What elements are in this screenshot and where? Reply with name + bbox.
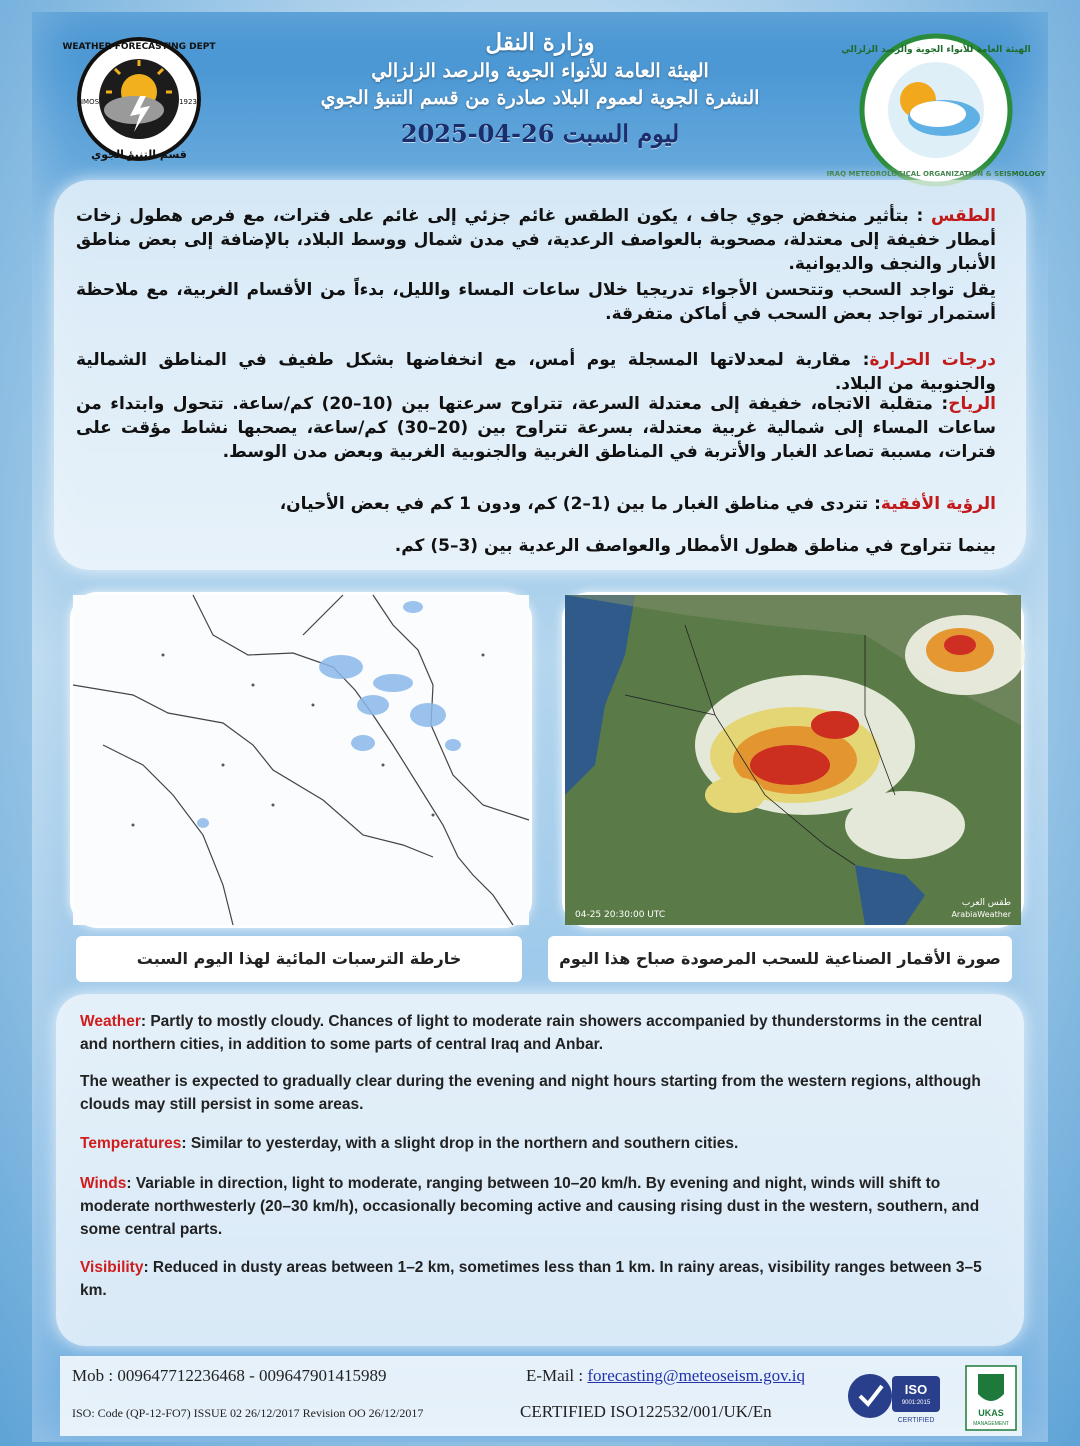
logo-left-bottom-text: قسم التنبؤ الجوي	[91, 148, 187, 161]
bulletin-date: ليوم السبت 26-04-2025	[400, 119, 680, 148]
en-wind-label: Winds	[80, 1175, 127, 1192]
iso-badge-certified: CERTIFIED	[897, 1417, 935, 1424]
en-wind-paragraph	[80, 1172, 1005, 1241]
en-visibility-paragraph	[80, 1256, 1005, 1302]
authority-name: الهيئة العامة للأنواء الجوية والرصد الزلزالي	[371, 60, 709, 82]
en-clearing-paragraph: The weather is expected to gradually clear during the evening and night hours starting from the western regions, although clouds may still persist in some areas.	[80, 1073, 981, 1113]
precipitation-map	[70, 592, 532, 928]
iso-badge-sub: 9001:2015	[901, 1400, 931, 1406]
satellite-timestamp: 04-25 20:30:00 UTC	[575, 910, 666, 920]
ar-visibility-text: : تتردى في مناطق الغبار ما بين (1–2) كم، ودون 1 كم في بعض الأحيان،	[279, 494, 881, 514]
ar-wind-paragraph	[76, 392, 996, 464]
logo-left-imos: IMOS	[80, 98, 100, 106]
ministry-name: وزارة النقل	[485, 29, 595, 56]
en-weather-text: : Partly to mostly cloudy. Chances of light to moderate rain showers accompanied by thunderstorms in the central and northern cities, in addition to some parts of central Iraq and Anbar.	[80, 1013, 983, 1053]
footer-certified: CERTIFIED ISO122532/001/UK/En	[520, 1402, 772, 1421]
ar-visibility-paragraph-2: بينما تتراوح في مناطق هطول الأمطار والعواصف الرعدية بين (3–5) كم.	[394, 536, 996, 556]
iraq-meteorological-organization-logo	[826, 30, 1046, 190]
footer-mobile: Mob : 009647712236468 - 009647901415989	[72, 1366, 387, 1385]
ar-wind-label: الرياح	[948, 394, 996, 414]
satellite-image-graphic	[565, 595, 1021, 925]
bulletin-header	[300, 28, 780, 152]
footer-email-label: E-Mail :	[526, 1366, 588, 1385]
ar-weather-label: الطقس	[930, 206, 996, 226]
footer-email-link[interactable]: forecasting@meteoseism.gov.iq	[587, 1366, 805, 1385]
ar-wind-text: : متقلبة الاتجاه، خفيفة إلى معتدلة السرعة، تتراوح سرعتها بين (10–20) كم/ساعة. تتحول وابتداء من ساعات المساء إلى شمالية غربية معتدلة، بسرعة تتراوح بين (20–30) كم/ساعة، يصحبها نشاط مؤقت على فترات، مسببة تصاعد الغبار والأتربة في المناطق الغربية والجنوبية الغربية وبعض مدن الوسط.	[76, 394, 996, 462]
footer-email-line	[526, 1366, 805, 1386]
ar-temperature-label: درجات الحرارة	[869, 350, 996, 370]
en-temperature-text: : Similar to yesterday, with a slight drop in the northern and southern cities.	[181, 1135, 739, 1152]
satellite-brand-en: ArabiaWeather	[951, 910, 1011, 919]
ar-clearing-paragraph: يقل تواجد السحب وتتحسن الأجواء تدريجيا خلال ساعات المساء والليل، بدءاً من الأقسام الغربية، مع ملاحظة أستمرار تواجد بعض السحب في أماكن متفرقة.	[76, 280, 996, 324]
ar-weather-paragraph	[76, 204, 996, 276]
bulletin-title: النشرة الجوية لعموم البلاد صادرة من قسم التنبؤ الجوي	[320, 87, 760, 109]
satellite-brand-ar: طقس العرب	[961, 898, 1011, 908]
english-forecast-panel	[56, 994, 1024, 1346]
forecasting-dept-logo	[54, 34, 224, 164]
logo-right-bottom-text: IRAQ METEOROLOGICAL ORGANIZATION & SEISMOLOGY	[826, 170, 1046, 178]
ukas-sub: MANAGEMENT	[973, 1421, 1009, 1427]
ukas-badge	[964, 1364, 1018, 1432]
ar-visibility-paragraph	[76, 492, 996, 516]
en-weather-paragraph	[80, 1010, 1005, 1056]
arabic-forecast-panel	[54, 180, 1026, 570]
iso-certified-badge	[846, 1360, 942, 1432]
en-weather-label: Weather	[80, 1013, 141, 1030]
ar-temperature-text: : مقاربة لمعدلاتها المسجلة يوم أمس، مع انخفاضها بشكل طفيف في المناطق الشمالية والجنوبية من البلاد.	[76, 350, 996, 394]
satellite-image	[562, 592, 1024, 928]
precipitation-map-caption: خارطة الترسبات المائية لهذا اليوم السبت	[76, 936, 522, 982]
en-wind-text: : Variable in direction, light to moderate, ranging between 10–20 km/h. By evening and night, winds will shift to moderate northwesterly (20–30 km/h), occasionally becoming active and causing rising dust in the western, southern, and some central parts.	[80, 1175, 980, 1238]
iso-badge-label: ISO	[904, 1382, 928, 1397]
en-temperature-label: Temperatures	[80, 1135, 182, 1152]
ar-visibility-label: الرؤية الأفقية	[880, 494, 996, 514]
footer-iso-code: ISO: Code (QP-12-FO7) ISSUE 02 26/12/2017 Revision OO 26/12/2017	[72, 1406, 424, 1420]
ukas-label: UKAS	[978, 1408, 1004, 1418]
en-visibility-text: : Reduced in dusty areas between 1–2 km, sometimes less than 1 km. In rainy areas, visibility ranges between 3–5 km.	[80, 1259, 982, 1299]
satellite-image-caption: صورة الأقمار الصناعية للسحب المرصودة صباح هذا اليوم	[548, 936, 1012, 982]
ar-temperature-paragraph	[76, 348, 996, 396]
precipitation-map-graphic	[73, 595, 529, 925]
en-visibility-label: Visibility	[80, 1259, 144, 1276]
logo-right-top-text: الهيئة العامة للأنواء الجوية والرصد الزلزالي	[841, 45, 1031, 55]
en-temperature-paragraph	[80, 1132, 1005, 1155]
bulletin-footer	[60, 1356, 1022, 1436]
logo-left-year: 1923	[179, 98, 197, 106]
logo-left-top-text: WEATHER FORECASTING DEPT	[62, 42, 216, 52]
ar-weather-text: : بتأثير منخفض جوي جاف ، يكون الطقس غائم جزئي إلى غائم على فترات، مع فرص هطول زخات أمطار خفيفة إلى معتدلة، مصحوبة بالعواصف الرعدية، في مدن شمال ووسط البلاد، بالإضافة إلى بعض مناطق الأنبار والنجف والديوانية.	[76, 206, 996, 274]
